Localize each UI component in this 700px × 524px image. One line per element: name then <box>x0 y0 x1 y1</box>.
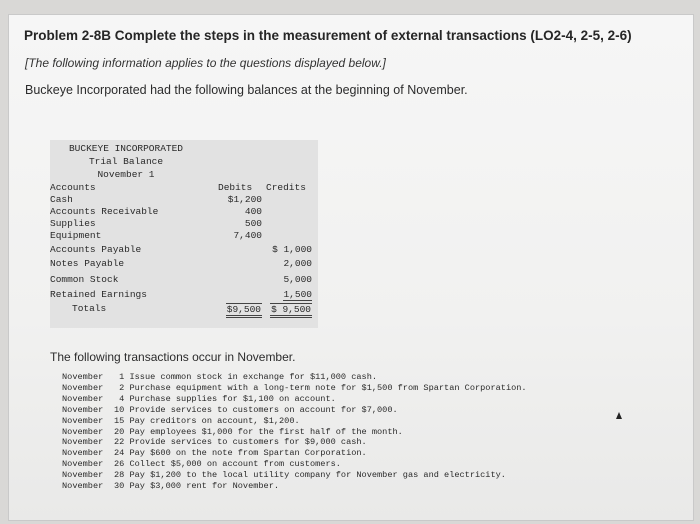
transaction-line <box>62 416 682 427</box>
transaction-month: November <box>62 437 104 448</box>
transaction-line <box>62 481 682 492</box>
transaction-month: November <box>62 404 104 415</box>
trial-balance-name: Trial Balance <box>88 156 164 167</box>
transaction-line <box>62 394 682 405</box>
debit-value: 500 <box>244 218 262 229</box>
table-row <box>50 230 318 243</box>
transaction-month: November <box>62 393 104 404</box>
trial-balance-company: BUCKEYE INCORPORATED <box>68 143 184 154</box>
transaction-line <box>62 448 682 459</box>
account-name: Supplies <box>50 218 96 229</box>
column-header-accounts: Accounts <box>50 182 96 193</box>
table-row <box>50 258 318 271</box>
transaction-line <box>62 383 682 394</box>
transactions-intro: The following transactions occur in November. <box>50 350 296 364</box>
transaction-text: 24 Pay $600 on the note from Spartan Corporation. <box>114 448 367 459</box>
account-name: Cash <box>50 194 73 205</box>
transaction-text: 30 Pay $3,000 rent for November. <box>114 481 280 492</box>
debit-value: 7,400 <box>233 230 262 241</box>
transaction-line <box>62 437 682 448</box>
credit-value: 1,500 <box>283 289 312 300</box>
table-row <box>50 274 318 287</box>
account-name: Retained Earnings <box>50 289 147 300</box>
transaction-line <box>62 427 682 438</box>
transaction-month: November <box>62 459 104 470</box>
transaction-month: November <box>62 382 104 393</box>
transaction-month: November <box>62 448 104 459</box>
transaction-line <box>62 459 682 470</box>
account-name: Notes Payable <box>50 258 125 269</box>
transaction-text: 20 Pay employees $1,000 for the first half of the month. <box>114 426 403 437</box>
transaction-line <box>62 470 682 481</box>
instruction-note: [The following information applies to the questions displayed below.] <box>25 56 386 70</box>
credit-value: 5,000 <box>283 274 312 285</box>
account-name: Accounts Receivable <box>50 206 159 217</box>
transaction-text: 22 Provide services to customers for $9,000 cash. <box>114 437 367 448</box>
account-name: Common Stock <box>50 274 119 285</box>
totals-label: Totals <box>72 303 107 314</box>
transaction-text: 10 Provide services to customers on account for $7,000. <box>114 404 398 415</box>
transaction-month: November <box>62 481 104 492</box>
transaction-text: 15 Pay creditors on account, $1,200. <box>114 415 300 426</box>
problem-title: Problem 2-8B Complete the steps in the measurement of external transactions (LO2-4, 2-5, 2-6) <box>24 28 632 43</box>
transaction-text: 28 Pay $1,200 to the local utility company for November gas and electricity. <box>114 470 506 481</box>
total-credit: $ 9,500 <box>270 303 312 318</box>
total-debit: $9,500 <box>226 303 262 318</box>
transaction-text: 4 Purchase supplies for $1,100 on account. <box>114 393 336 404</box>
totals-row <box>50 303 318 316</box>
transaction-line <box>62 405 682 416</box>
transaction-text: 26 Collect $5,000 on account from customers. <box>114 459 341 470</box>
mouse-pointer-icon <box>616 412 622 419</box>
table-row <box>50 289 318 302</box>
transaction-month: November <box>62 470 104 481</box>
transactions-list <box>62 372 682 492</box>
account-name: Equipment <box>50 230 102 241</box>
trial-balance-date: November 1 <box>97 169 155 180</box>
trial-balance-table <box>50 140 318 328</box>
debit-value: 400 <box>244 206 262 217</box>
transaction-month: November <box>62 426 104 437</box>
credit-value: $ 1,000 <box>272 244 312 255</box>
transaction-text: 1 Issue common stock in exchange for $11,000 cash. <box>114 372 378 382</box>
table-row <box>50 244 318 257</box>
column-header-credits: Credits <box>266 182 306 193</box>
transaction-text: 2 Purchase equipment with a long-term note for $1,500 from Spartan Corporation. <box>114 382 527 393</box>
transaction-month: November <box>62 372 104 382</box>
account-name: Accounts Payable <box>50 244 142 255</box>
debit-value: $1,200 <box>227 194 262 205</box>
credit-value: 2,000 <box>283 258 312 269</box>
intro-text: Buckeye Incorporated had the following balances at the beginning of November. <box>25 83 468 97</box>
transaction-month: November <box>62 415 104 426</box>
column-header-debits: Debits <box>218 182 253 193</box>
transaction-line <box>62 372 682 383</box>
